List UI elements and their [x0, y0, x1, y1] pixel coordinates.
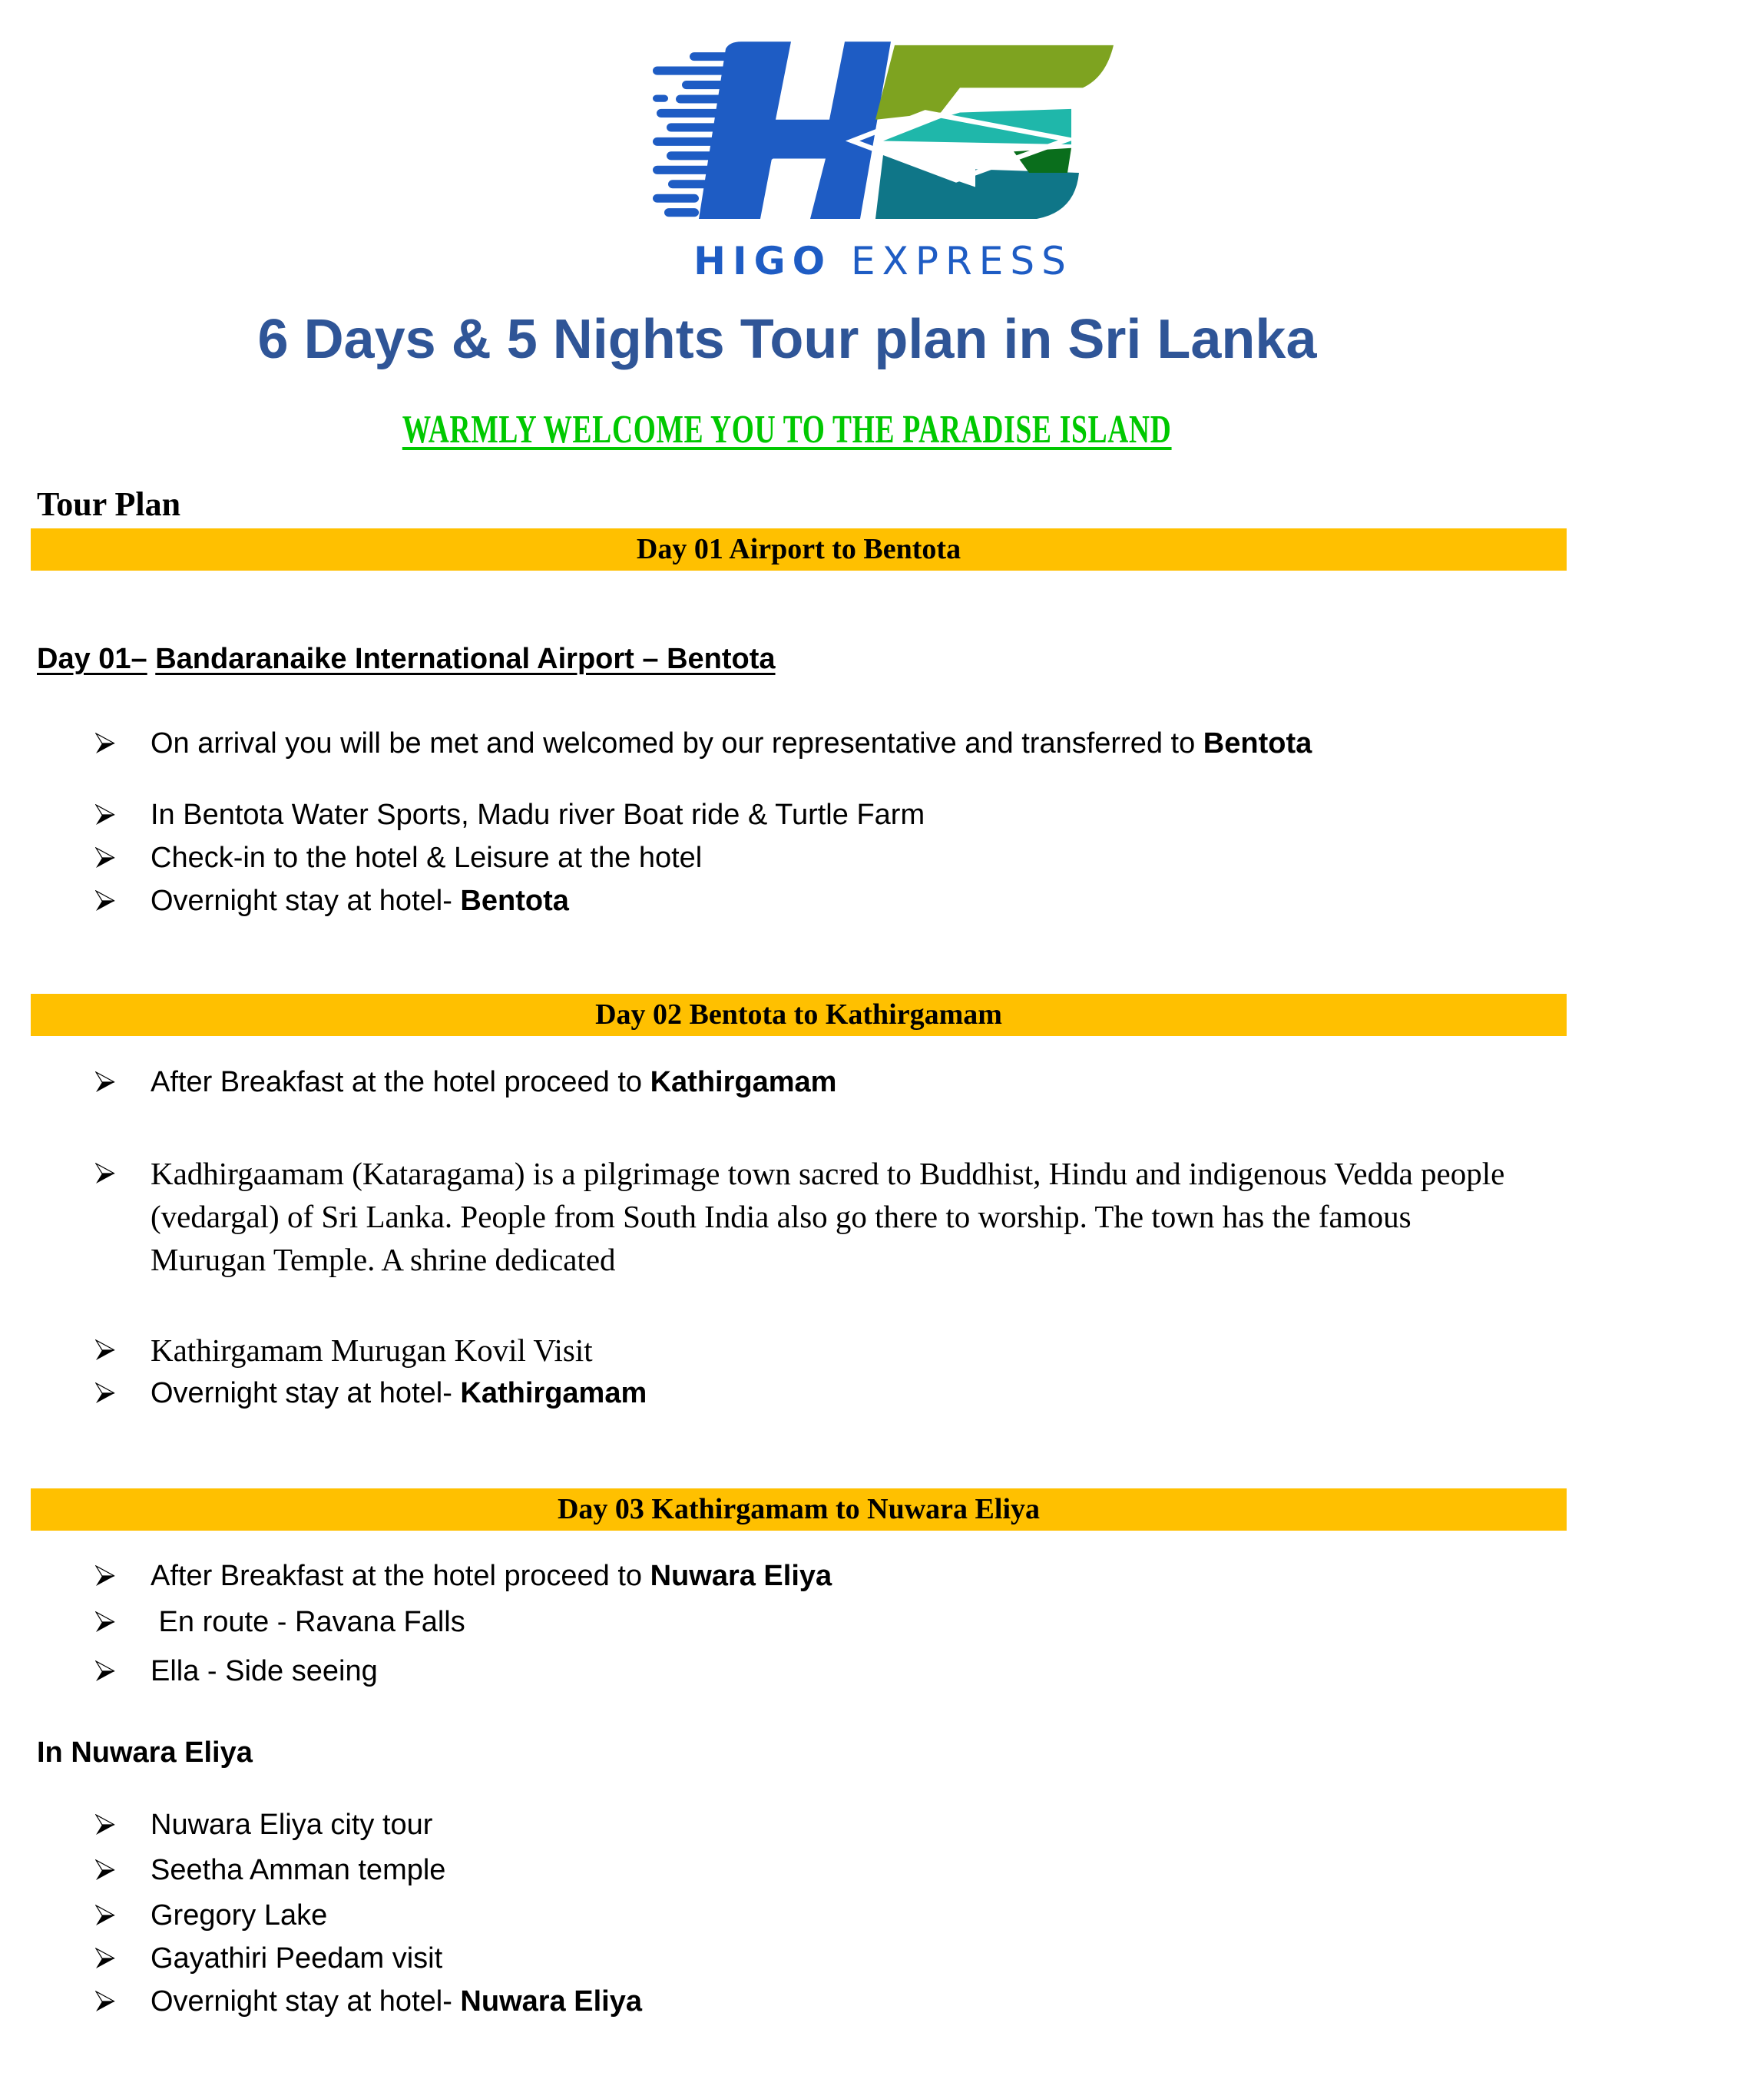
list-item [95, 796, 925, 833]
arrow-bullet-icon [95, 839, 151, 876]
higo-express-logo [653, 35, 1114, 219]
arrow-bullet-icon [95, 1983, 151, 2020]
item-text: In Bentota Water Sports, Madu river Boat ride & Turtle Farm [151, 799, 925, 831]
list-item [95, 1983, 642, 2020]
day-bar-01: Day 01 Airport to Bentota [31, 528, 1567, 571]
list-item [95, 839, 702, 876]
item-bold: Nuwara Eliya [460, 1985, 642, 2018]
item-text: Seetha Amman temple [151, 1854, 446, 1886]
item-bold: Bentota [1203, 727, 1312, 760]
item-bold: Bentota [460, 885, 569, 917]
list-item [95, 1653, 378, 1690]
subheading-in-nuwara-eliya: In Nuwara Eliya [37, 1736, 253, 1769]
day-bar-03: Day 03 Kathirgamam to Nuwara Eliya [31, 1488, 1567, 1531]
item-text: En route - Ravana Falls [151, 1606, 465, 1638]
arrow-bullet-icon [95, 1852, 151, 1889]
list-item-description [95, 1152, 1525, 1281]
item-text: Nuwara Eliya city tour [151, 1809, 433, 1841]
arrow-bullet-icon [95, 1064, 151, 1101]
item-text: Overnight stay at hotel- [151, 1377, 461, 1409]
brand-word-higo: HIGO [693, 239, 832, 283]
item-text: Overnight stay at hotel- [151, 1985, 461, 2018]
list-item [95, 1604, 465, 1640]
arrow-bullet-icon [95, 1897, 151, 1934]
item-text: After Breakfast at the hotel proceed to [151, 1066, 650, 1098]
brand-name [660, 240, 1106, 283]
list-item [95, 1897, 327, 1934]
arrow-bullet-icon [95, 1604, 151, 1640]
day-01-route: Bandaranaike International Airport – Bentota [155, 643, 776, 675]
item-text: After Breakfast at the hotel proceed to [151, 1560, 650, 1592]
page-title: 6 Days & 5 Nights Tour plan in Sri Lanka [257, 309, 1317, 370]
arrow-bullet-icon [95, 1152, 151, 1195]
arrow-bullet-icon [95, 1806, 151, 1843]
arrow-bullet-icon [95, 1940, 151, 1977]
item-text: Gayathiri Peedam visit [151, 1942, 443, 1975]
item-text: Kathirgamam Murugan Kovil Visit [151, 1333, 593, 1368]
he-monogram-icon [653, 35, 1114, 219]
item-bold: Kathirgamam [460, 1377, 647, 1409]
item-text: Overnight stay at hotel- [151, 885, 461, 917]
arrow-bullet-icon [95, 882, 151, 919]
item-bold: Nuwara Eliya [650, 1560, 832, 1592]
arrow-bullet-icon [95, 1558, 151, 1594]
brand-word-express: EXPRESS [851, 239, 1073, 283]
arrow-bullet-icon [95, 1375, 151, 1412]
list-item [95, 725, 1312, 762]
welcome-text: WARMLY WELCOME YOU TO THE PARADISE ISLAND [402, 408, 1172, 452]
item-text: Check-in to the hotel & Leisure at the hotel [151, 842, 703, 874]
welcome-banner [0, 406, 1574, 455]
list-item [95, 1329, 593, 1372]
item-text: Gregory Lake [151, 1899, 328, 1932]
list-item [95, 1375, 647, 1412]
item-bold: Kathirgamam [650, 1066, 837, 1098]
item-text: On arrival you will be met and welcomed by our representative and transferred to [151, 727, 1203, 760]
day-bar-02: Day 02 Bentota to Kathirgamam [31, 994, 1567, 1036]
item-text: Ella - Side seeing [151, 1655, 378, 1687]
day-01-route-heading [37, 641, 776, 677]
arrow-bullet-icon [95, 796, 151, 833]
list-item [95, 882, 569, 919]
arrow-bullet-icon [95, 725, 151, 762]
list-item [95, 1940, 442, 1977]
list-item [95, 1064, 836, 1101]
kataragama-description: Kadhirgaamam (Kataragama) is a pilgrimage town sacred to Buddhist, Hindu and indigenous Vedda people (vedargal) of Sri Lanka. People from South India also go there to worship. The town has the famous Murugan Temple. A shrine dedicated [151, 1156, 1505, 1277]
arrow-bullet-icon [95, 1653, 151, 1690]
section-label-tour-plan: Tour Plan [37, 485, 181, 523]
list-item [95, 1852, 445, 1889]
list-item [95, 1806, 432, 1843]
day-01-prefix: Day 01– [37, 643, 147, 675]
list-item [95, 1558, 832, 1594]
arrow-bullet-icon [95, 1329, 151, 1372]
